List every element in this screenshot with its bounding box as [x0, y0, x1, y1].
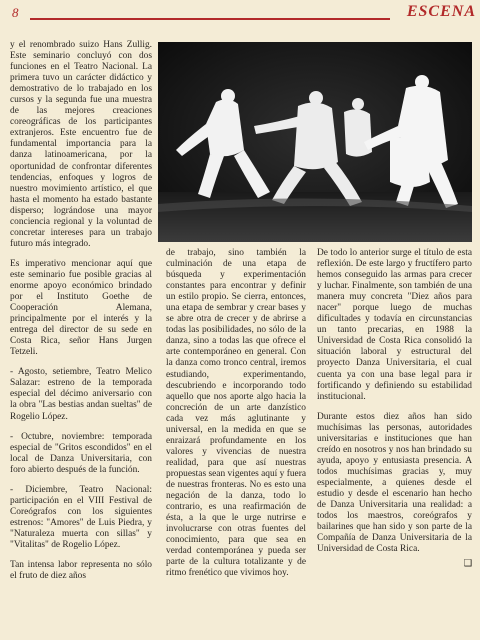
- magazine-title: ESCENA: [406, 3, 476, 20]
- page-number: 8: [12, 5, 19, 20]
- col1-paragraph: - Agosto, setiembre, Teatro Melico Salazar: estreno de la temporada especial del décimo aniversario con la obra "Las bestias andan sueltas" de Rogelio López.: [10, 367, 152, 422]
- column-3: [317, 248, 472, 570]
- col1-paragraph: Tan intensa labor representa no sólo el fruto de diez años: [10, 560, 152, 582]
- col1-paragraph: - Octubre, noviembre: temporada especial de "Gritos escondidos" en el local de Danza Universitaria, con foro abierto después de la función.: [10, 431, 152, 475]
- column-2: [166, 248, 306, 588]
- column-1: [10, 40, 152, 591]
- col1-paragraph: - Diciembre, Teatro Nacional: participación en el VIII Festival de Coreógrafos con los siguientes estrenos: "Amores" de Luis Piedra, y "Naturaleza muerta con sillas" y "Vitalitas" de Rogelio López.: [10, 484, 152, 550]
- dance-photo: [158, 42, 472, 242]
- col3-paragraph: De todo lo anterior surge el título de esta reflexión. De este largo y fructífero parto hemos conseguido las armas para crecer y luchar. Finalmente, son también de una manera muy concreta "Diez años para nacer" porque luego de muchas dificultades y todavía en circunstancias un tanto precarias, en 1988 la Universidad de Costa Rica consolidó la situación laboral y estructural del proyecto Danza Universitaria, el cual cuenta ya con una base legal para ir fortificando y definiendo su estabilidad institucional.: [317, 248, 472, 402]
- end-mark: ❑: [463, 559, 472, 570]
- col1-paragraph: y el renombrado suizo Hans Zullig. Este seminario concluyó con dos funciones en el Teatro Nacional. La primera tuvo un carácter didáctico y demostrativo de lo trabajado en los cursos y la segunda fue una muestra de las mejores creaciones coreográficas de los participantes extranjeros. Este encuentro fue de fundamental importancia para la danza latinoamericana, por la oportunidad de confrontar diferentes tendencias, enfoques y logros de nuestro movimiento artístico, el que hasta el momento ha estado bastante disperso; lográndose una mayor conciencia regional y la voluntad de concretar intereses para un trabajo futuro más integrado.: [10, 40, 152, 249]
- page-header: [0, 0, 480, 32]
- header-rule: [30, 18, 390, 20]
- col1-paragraph: Es imperativo mencionar aquí que este seminario fue posible gracias al enorme apoyo económico brindado por el Instituto Goethe de Cooperación Alemana, principalmente por el interés y la entrega del director de su sede en Costa Rica, señor Hans Jurgen Tetzeli.: [10, 258, 152, 358]
- col3-paragraph: Durante estos diez años han sido muchísimas las personas, autoridades universitarias e instituciones que han creído en nosotros y nos han brindado su ayuda, apoyo y entusiasta presencia. A todos muchísimas gracias y, muy especialmente, a quienes desde el estudio y desde el escenario han hecho de Danza Universitaria una realidad: a todos los maestros, coreógrafos y bailarines que han sido y son parte de la Compañía de Danza Universitaria de la Universidad de Costa Rica.: [317, 411, 472, 555]
- col2-paragraph: de trabajo, sino también la culminación de una etapa de búsqueda y experimentación constantes para encontrar y definir un estilo propio. Se cierra, entonces, una etapa de sembrar y crear bases y se abre otra de crecer y de abrirse a todas las posibilidades, no sólo de la danza, sino a todas las que ofrece el arte contemporáneo en general. Con la danza como tronco central, iremos estudiando, experimentando, descubriendo e incorporando todo aquello que nos aporte algo hacia la concreción de un arte danzístico cada vez más aglutinante y universal, en la medida en que se enraizará profundamente en los valores y vivencias de nuestra realidad, para que así nuestras propuestas sean vigentes aquí y fuera de nuestras fronteras. No es esto una negación de la danza, todo lo contrario, es una reafirmación de ésta, a la que le urge nutrirse e involucrarse con otras fuentes del conocimiento, para que sea en verdad contemporánea y pueda ser parte de la cultura totalizante y de ritmo frenético que vivimos hoy.: [166, 248, 306, 579]
